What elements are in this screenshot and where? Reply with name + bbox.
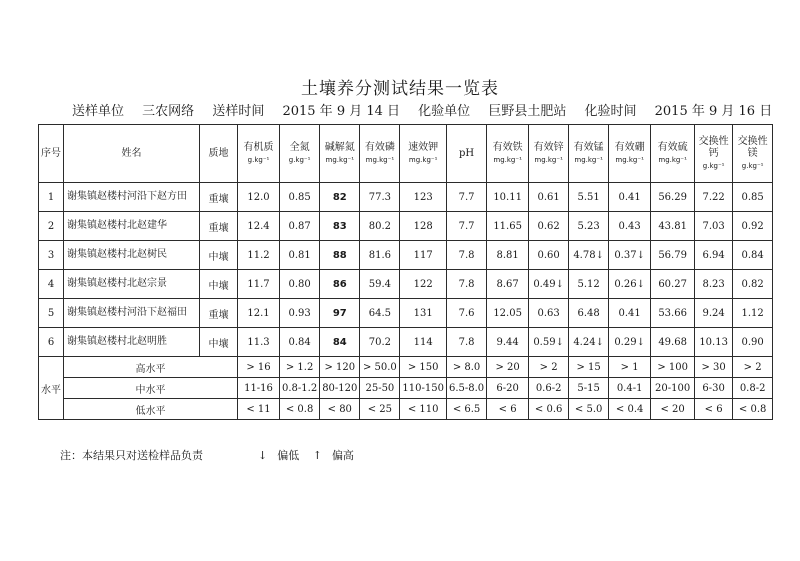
- value-cell: 84: [320, 328, 360, 357]
- soil-texture: 中壤: [200, 328, 238, 357]
- value-cell: 11.7: [238, 270, 280, 299]
- level-value: 0.8-1.2: [280, 378, 320, 399]
- lab-label: 化验单位: [418, 104, 471, 119]
- value-cell: 8.67: [487, 270, 529, 299]
- level-value: < 6: [487, 399, 529, 420]
- value-cell: 0.61: [529, 183, 569, 212]
- value-cell: 11.2: [238, 241, 280, 270]
- level-label: 水平: [39, 357, 64, 420]
- soil-texture: 重壤: [200, 183, 238, 212]
- table-row: [39, 212, 773, 241]
- level-value: < 80: [320, 399, 360, 420]
- value-cell: 0.62: [529, 212, 569, 241]
- level-value: 25-50: [360, 378, 400, 399]
- down-arrow-icon: ↓: [258, 449, 268, 462]
- value-cell: 80.2: [360, 212, 400, 241]
- value-cell: 4.78↓: [569, 241, 609, 270]
- header-col-unit: g.kg⁻¹: [288, 155, 311, 164]
- sample-info-line: [72, 100, 786, 119]
- value-cell: 0.49↓: [529, 270, 569, 299]
- arrow-legend: [258, 447, 364, 463]
- send-time-label: 送样时间: [212, 104, 265, 119]
- header-col-label: 有效锰: [573, 141, 604, 153]
- value-cell: 5.51: [569, 183, 609, 212]
- header-col-label: 有效硼: [614, 141, 645, 153]
- level-value: 110-150: [400, 378, 447, 399]
- value-cell: 0.43: [609, 212, 651, 241]
- value-cell: 0.82: [733, 270, 773, 299]
- header-name: 姓名: [64, 125, 200, 183]
- sample-name: 谢集镇赵楼村河沿下赵方田: [64, 183, 200, 212]
- level-value: < 110: [400, 399, 447, 420]
- value-cell: 12.0: [238, 183, 280, 212]
- value-cell: 56.79: [651, 241, 695, 270]
- value-cell: 83: [320, 212, 360, 241]
- sample-name: 谢集镇赵楼村北赵明胜: [64, 328, 200, 357]
- value-cell: 64.5: [360, 299, 400, 328]
- level-value: > 2: [733, 357, 773, 378]
- level-value: > 1.2: [280, 357, 320, 378]
- level-value: 0.4-1: [609, 378, 651, 399]
- value-cell: 43.81: [651, 212, 695, 241]
- value-cell: 53.66: [651, 299, 695, 328]
- test-time-value: 2015 年 9 月 16 日: [654, 104, 773, 119]
- sender-label: 送样单位: [72, 104, 125, 119]
- sample-name: 谢集镇赵楼村北赵建华: [64, 212, 200, 241]
- value-cell: 117: [400, 241, 447, 270]
- level-value: < 0.4: [609, 399, 651, 420]
- row-index: 4: [39, 270, 64, 299]
- value-cell: 5.23: [569, 212, 609, 241]
- header-col-label: pH: [458, 147, 475, 159]
- level-value: > 20: [487, 357, 529, 378]
- level-value: > 8.0: [446, 357, 486, 378]
- value-cell: 0.37↓: [609, 241, 651, 270]
- value-cell: 7.7: [446, 212, 486, 241]
- value-cell: 0.85: [280, 183, 320, 212]
- value-cell: 9.24: [695, 299, 733, 328]
- value-cell: 0.84: [733, 241, 773, 270]
- header-col-unit: mg.kg⁻¹: [408, 155, 438, 164]
- send-time-value: 2015 年 9 月 14 日: [282, 104, 401, 119]
- header-col-label: 有效铁: [492, 141, 523, 153]
- header-col-unit: g.kg⁻¹: [247, 155, 270, 164]
- level-name: 低水平: [64, 399, 238, 420]
- header-col-unit: g.kg⁻¹: [741, 161, 764, 170]
- value-cell: 7.8: [446, 270, 486, 299]
- value-cell: 0.41: [609, 183, 651, 212]
- value-cell: 0.59↓: [529, 328, 569, 357]
- soil-texture: 中壤: [200, 241, 238, 270]
- header-col: [609, 125, 651, 183]
- header-col-label: 交换性镁: [737, 135, 768, 159]
- header-col: [320, 125, 360, 183]
- value-cell: 114: [400, 328, 447, 357]
- value-cell: 0.84: [280, 328, 320, 357]
- header-col-label: 有机质: [243, 141, 274, 153]
- value-cell: 10.11: [487, 183, 529, 212]
- header-col-label: 有效硫: [657, 141, 688, 153]
- value-cell: 5.12: [569, 270, 609, 299]
- table-row: [39, 183, 773, 212]
- value-cell: 11.3: [238, 328, 280, 357]
- value-cell: 8.23: [695, 270, 733, 299]
- header-col: [360, 125, 400, 183]
- level-row-high: [39, 357, 773, 378]
- table-row: [39, 270, 773, 299]
- level-value: < 0.8: [733, 399, 773, 420]
- value-cell: 122: [400, 270, 447, 299]
- level-row-mid: [39, 378, 773, 399]
- header-col: [733, 125, 773, 183]
- level-value: > 100: [651, 357, 695, 378]
- value-cell: 0.63: [529, 299, 569, 328]
- lab-value: 巨野县土肥站: [488, 104, 567, 119]
- level-value: < 11: [238, 399, 280, 420]
- level-name: 高水平: [64, 357, 238, 378]
- row-index: 6: [39, 328, 64, 357]
- level-value: < 0.6: [529, 399, 569, 420]
- header-col: [280, 125, 320, 183]
- level-value: < 25: [360, 399, 400, 420]
- value-cell: 59.4: [360, 270, 400, 299]
- header-col-unit: mg.kg⁻¹: [658, 155, 687, 164]
- value-cell: 86: [320, 270, 360, 299]
- header-col-unit: mg.kg⁻¹: [615, 155, 644, 164]
- sender-value: 三农网络: [142, 104, 195, 119]
- value-cell: 0.87: [280, 212, 320, 241]
- level-value: > 150: [400, 357, 447, 378]
- value-cell: 11.65: [487, 212, 529, 241]
- level-value: > 15: [569, 357, 609, 378]
- value-cell: 8.81: [487, 241, 529, 270]
- value-cell: 81.6: [360, 241, 400, 270]
- value-cell: 70.2: [360, 328, 400, 357]
- header-col-label: 有效锌: [533, 141, 564, 153]
- value-cell: 7.6: [446, 299, 486, 328]
- level-value: 6-30: [695, 378, 733, 399]
- value-cell: 82: [320, 183, 360, 212]
- row-index: 5: [39, 299, 64, 328]
- value-cell: 0.60: [529, 241, 569, 270]
- table-row: [39, 299, 773, 328]
- level-value: < 6.5: [446, 399, 486, 420]
- value-cell: 0.90: [733, 328, 773, 357]
- value-cell: 1.12: [733, 299, 773, 328]
- value-cell: 0.41: [609, 299, 651, 328]
- value-cell: 0.92: [733, 212, 773, 241]
- value-cell: 7.7: [446, 183, 486, 212]
- up-arrow-icon: ↑: [312, 449, 322, 462]
- sample-name: 谢集镇赵楼村北赵宗景: [64, 270, 200, 299]
- table-row: [39, 241, 773, 270]
- test-time-label: 化验时间: [584, 104, 637, 119]
- value-cell: 0.29↓: [609, 328, 651, 357]
- value-cell: 128: [400, 212, 447, 241]
- header-col-unit: mg.kg⁻¹: [493, 155, 522, 164]
- header-col-label: 碱解氮: [324, 141, 355, 153]
- level-value: < 20: [651, 399, 695, 420]
- value-cell: 123: [400, 183, 447, 212]
- row-index: 2: [39, 212, 64, 241]
- results-table: [38, 124, 773, 420]
- header-col-unit: mg.kg⁻¹: [365, 155, 395, 164]
- high-legend-label: 偏高: [331, 449, 354, 462]
- level-value: < 5.0: [569, 399, 609, 420]
- value-cell: 12.1: [238, 299, 280, 328]
- soil-texture: 重壤: [200, 299, 238, 328]
- table-row: [39, 328, 773, 357]
- header-col: [446, 125, 486, 183]
- level-value: > 16: [238, 357, 280, 378]
- header-col: [529, 125, 569, 183]
- value-cell: 12.05: [487, 299, 529, 328]
- value-cell: 7.8: [446, 241, 486, 270]
- value-cell: 97: [320, 299, 360, 328]
- value-cell: 4.24↓: [569, 328, 609, 357]
- header-col-unit: mg.kg⁻¹: [534, 155, 563, 164]
- header-col-label: 有效磷: [364, 141, 395, 153]
- level-value: 5-15: [569, 378, 609, 399]
- header-col: [569, 125, 609, 183]
- row-index: 1: [39, 183, 64, 212]
- value-cell: 10.13: [695, 328, 733, 357]
- value-cell: 49.68: [651, 328, 695, 357]
- header-col: [238, 125, 280, 183]
- value-cell: 12.4: [238, 212, 280, 241]
- level-value: 6-20: [487, 378, 529, 399]
- header-col-unit: mg.kg⁻¹: [574, 155, 603, 164]
- header-col-unit: mg.kg⁻¹: [325, 155, 355, 164]
- value-cell: 60.27: [651, 270, 695, 299]
- level-value: > 30: [695, 357, 733, 378]
- value-cell: 0.80: [280, 270, 320, 299]
- value-cell: 77.3: [360, 183, 400, 212]
- level-value: 0.6-2: [529, 378, 569, 399]
- value-cell: 7.8: [446, 328, 486, 357]
- sample-name: 谢集镇赵楼村河沿下赵福田: [64, 299, 200, 328]
- row-index: 3: [39, 241, 64, 270]
- header-index: 序号: [39, 125, 64, 183]
- value-cell: 131: [400, 299, 447, 328]
- soil-texture: 重壤: [200, 212, 238, 241]
- value-cell: 0.93: [280, 299, 320, 328]
- soil-texture: 中壤: [200, 270, 238, 299]
- level-value: 6.5-8.0: [446, 378, 486, 399]
- value-cell: 56.29: [651, 183, 695, 212]
- header-col-label: 交换性钙: [698, 135, 729, 159]
- low-legend-label: 偏低: [277, 449, 300, 462]
- header-row: [39, 125, 773, 183]
- level-value: > 1: [609, 357, 651, 378]
- header-col: [651, 125, 695, 183]
- level-value: < 6: [695, 399, 733, 420]
- level-value: 0.8-2: [733, 378, 773, 399]
- value-cell: 7.22: [695, 183, 733, 212]
- header-col: [695, 125, 733, 183]
- level-value: < 0.8: [280, 399, 320, 420]
- value-cell: 0.81: [280, 241, 320, 270]
- value-cell: 6.48: [569, 299, 609, 328]
- level-value: 11-16: [238, 378, 280, 399]
- level-value: 20-100: [651, 378, 695, 399]
- header-col: [487, 125, 529, 183]
- header-col-label: 速效钾: [408, 141, 439, 153]
- level-row-low: [39, 399, 773, 420]
- value-cell: 7.03: [695, 212, 733, 241]
- footer-note: 注：本结果只对送检样品负责: [60, 449, 203, 462]
- page-title: 土壤养分测试结果一览表: [301, 79, 499, 99]
- level-value: > 120: [320, 357, 360, 378]
- value-cell: 6.94: [695, 241, 733, 270]
- header-texture: 质地: [200, 125, 238, 183]
- header-col: [400, 125, 447, 183]
- value-cell: 0.26↓: [609, 270, 651, 299]
- level-name: 中水平: [64, 378, 238, 399]
- level-value: > 2: [529, 357, 569, 378]
- level-value: 80-120: [320, 378, 360, 399]
- value-cell: 0.85: [733, 183, 773, 212]
- value-cell: 88: [320, 241, 360, 270]
- level-value: > 50.0: [360, 357, 400, 378]
- sample-name: 谢集镇赵楼村北赵树民: [64, 241, 200, 270]
- header-col-unit: g.kg⁻¹: [702, 161, 725, 170]
- header-col-label: 全氮: [289, 141, 310, 153]
- value-cell: 9.44: [487, 328, 529, 357]
